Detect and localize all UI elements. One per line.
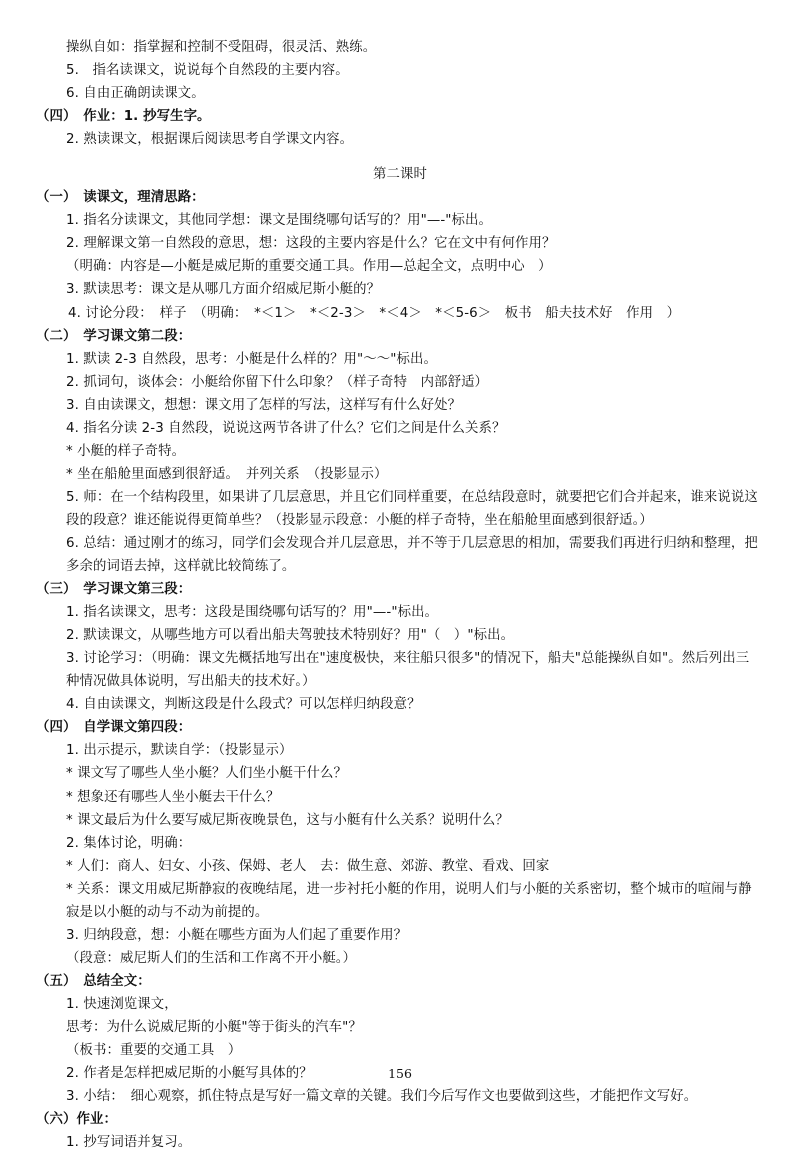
- text-line: 6. 总结：通过刚才的练习，同学们会发现合并几层意思，并不等于几层意思的相加，需要我们再进行归纳和整理，把多余的词语去掉，这样就比较简练了。: [66, 535, 758, 575]
- text-line: 4. 讨论分段： 样子 （明确： *＜1＞ *＜2-3＞ *＜4＞ *＜5-6＞ 板书 船夫技术好 作用 ）: [68, 305, 681, 321]
- text-line: 2. 抓词句，谈体会：小艇给你留下什么印象？（样子奇特 内部舒适）: [66, 374, 489, 390]
- text-line: * 坐在船舱里面感到很舒适。 并列关系 （投影显示）: [66, 466, 388, 482]
- text-line: 3. 自由读课文，想想：课文用了怎样的写法，这样写有什么好处？: [66, 397, 462, 413]
- page-number: 156: [388, 1066, 412, 1081]
- text-line: 操纵自如：指掌握和控制不受阻碍，很灵活、熟练。: [66, 40, 377, 55]
- text-line: （段意：威尼斯人们的生活和工作离不开小艇。）: [66, 950, 357, 966]
- section-heading: （六）作业：: [36, 1112, 117, 1128]
- text-line: 2. 理解课文第一自然段的意思，想：这段的主要内容是什么？它在文中有何作用？: [66, 236, 556, 252]
- text-line: * 小艇的样子奇特。: [66, 443, 186, 459]
- text-line: 2. 熟读课文，根据课后阅读思考自学课文内容。: [66, 132, 354, 148]
- text-line: 1. 出示提示，默读自学：（投影显示）: [66, 743, 293, 759]
- text-line: * 课文最后为什么要写威尼斯夜晚景色，这与小艇有什么关系？说明什么？: [66, 812, 509, 828]
- text-line: * 人们：商人、妇女、小孩、保姆、老人 去：做生意、郊游、教堂、看戏、回家: [66, 858, 550, 874]
- text-line: 1. 快速浏览课文，: [66, 996, 178, 1012]
- lesson-title: 第二课时: [373, 167, 427, 183]
- section-heading: （五） 总结全文：: [36, 973, 151, 989]
- section-heading: （四） 作业：1. 抄写生字。: [36, 109, 211, 125]
- text-line: 3. 归纳段意，想：小艇在哪些方面为人们起了重要作用？: [66, 927, 408, 943]
- lesson-plan-body: [0, 36, 800, 1154]
- text-line: 2. 集体讨论，明确：: [66, 835, 192, 851]
- text-line: * 关系：课文用威尼斯静寂的夜晚结尾，进一步衬托小艇的作用，说明人们与小艇的关系密切，整个城市的喧闹与静寂是以小艇的动与不动为前提的。: [66, 881, 752, 920]
- text-line: 5. 师：在一个结构段里，如果讲了几层意思，并且它们同样重要，在总结段意时，就要把它们合并起来，谁来说说这段的段意？谁还能说得更简单些？（投影显示段意：小艇的样子奇特，坐在船舱里面感到很舒适。）: [66, 489, 758, 528]
- text-line: 思考：为什么说威尼斯的小艇"等于街头的汽车"？: [66, 1019, 362, 1035]
- text-line: 3. 默读思考：课文是从哪几方面介绍威尼斯小艇的？: [66, 282, 381, 298]
- text-line: 4. 自由读课文，判断这段是什么段式？可以怎样归纳段意？: [66, 697, 421, 713]
- text-line: 2. 作者是怎样把威尼斯的小艇写具体的？: [66, 1066, 313, 1082]
- spacer: [0, 151, 800, 163]
- text-line: 3. 讨论学习：（明确：课文先概括地写出在"速度极快，来往船只很多"的情况下，船夫"总能操纵自如"。然后列出三种情况做具体说明，写出船夫的技术好。）: [66, 651, 750, 690]
- text-line: 3. 小结： 细心观察，抓住特点是写好一篇文章的关键。我们今后写作文也要做到这些，才能把作文写好。: [66, 1089, 698, 1105]
- text-line: 5. 指名读课文，说说每个自然段的主要内容。: [66, 63, 349, 79]
- text-line: 4. 指名分读 2-3 自然段，说说这两节各讲了什么？它们之间是什么关系？: [66, 420, 506, 436]
- text-line: * 想象还有哪些人坐小艇去干什么？: [66, 789, 280, 805]
- text-line: （板书：重要的交通工具 ）: [66, 1043, 242, 1059]
- text-line: 1. 默读 2-3 自然段，思考：小艇是什么样的？用"～～"标出。: [66, 351, 438, 367]
- text-line: 1. 抄写词语并复习。: [66, 1135, 192, 1151]
- section-heading: （三） 学习课文第三段：: [36, 582, 192, 598]
- text-line: 6. 自由正确朗读课文。: [66, 86, 205, 102]
- section-heading: （一） 读课文，理清思路：: [36, 190, 205, 206]
- text-line: 1. 指名读课文，思考：这段是围绕哪句话写的？用"—-"标出。: [66, 605, 439, 621]
- text-line: * 课文写了哪些人坐小艇？人们坐小艇干什么？: [66, 766, 347, 782]
- text-line: 1. 指名分读课文，其他同学想：课文是围绕哪句话写的？用"—-"标出。: [66, 213, 493, 229]
- section-heading: （二） 学习课文第二段：: [36, 328, 192, 344]
- text-line: （明确：内容是—小艇是威尼斯的重要交通工具。作用—总起全文，点明中心 ）: [66, 259, 552, 275]
- section-heading: （四） 自学课文第四段：: [36, 720, 192, 736]
- text-line: 2. 默读课文，从哪些地方可以看出船夫驾驶技术特别好？用"（ ）"标出。: [66, 628, 515, 644]
